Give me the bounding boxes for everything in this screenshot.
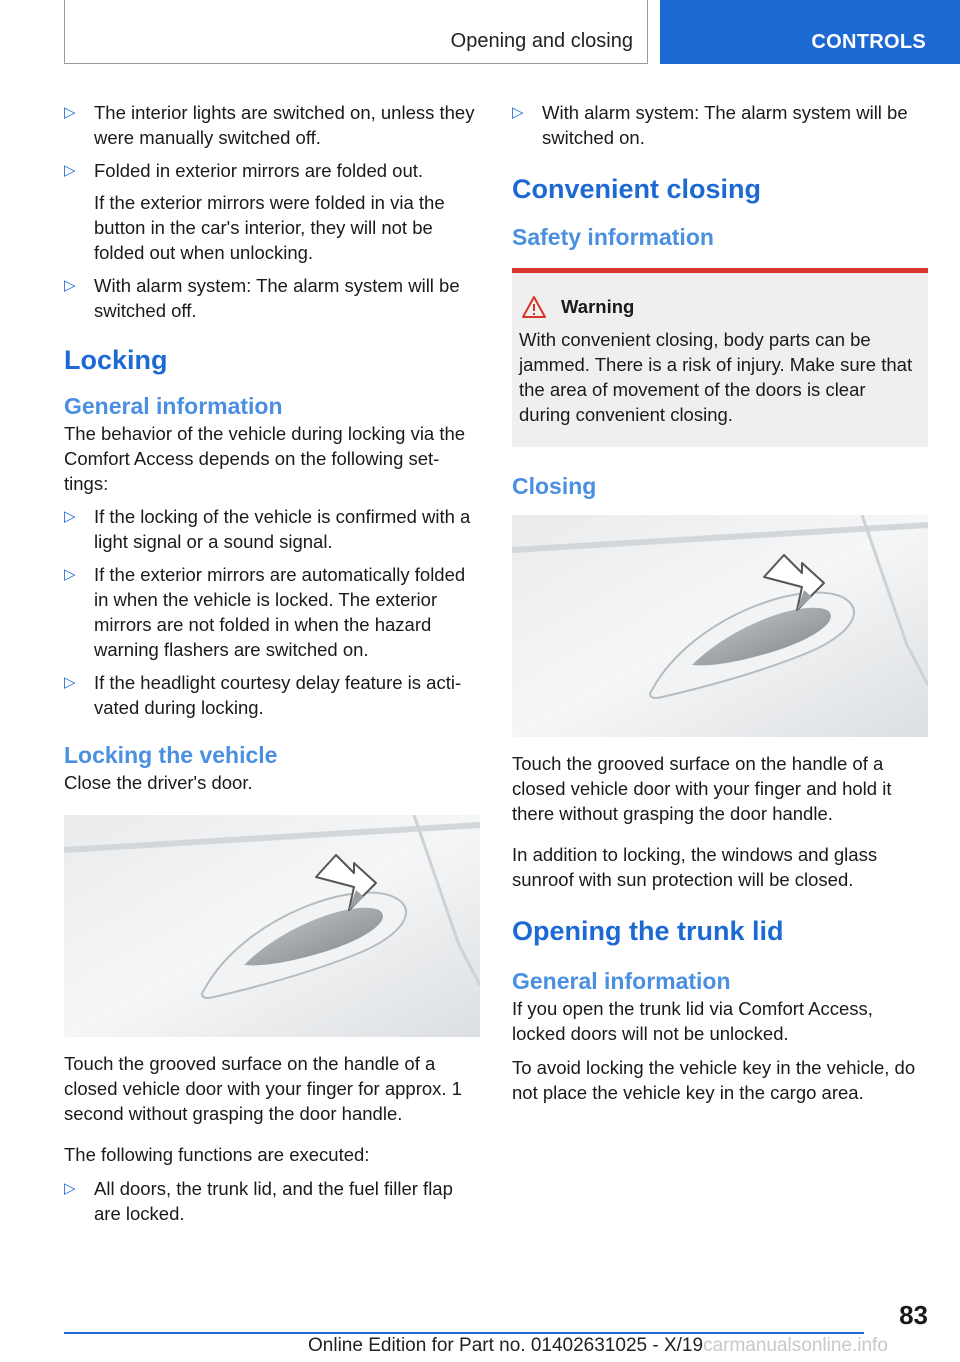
list-item: ▷ If the headlight courtesy delay feature is acti-vated during locking. xyxy=(64,672,462,718)
triangle-right-icon: ▷ xyxy=(64,162,76,179)
door-handle-graphic xyxy=(64,815,480,1037)
list-item: ▷ If the locking of the vehicle is confirmed with a light signal or a sound signal. xyxy=(64,506,471,552)
list-item: ▷ The interior lights are switched on, unless they were manually switched off. xyxy=(64,102,475,148)
door-handle-illustration xyxy=(64,815,480,1037)
general-text: The behavior of the vehicle during locking via the Comfort Access depends on the following set-tings: xyxy=(64,423,466,494)
footer-edition xyxy=(308,1335,888,1357)
list-item: ▷ If the exterior mirrors are automatically folded in when the vehicle is locked. The exterior mirrors are not folded in when the hazard warning flashers are switched on. xyxy=(64,564,466,660)
section-title: Opening and closing xyxy=(450,30,633,52)
page-number: 83 xyxy=(899,1300,928,1330)
list-item: ▷ With alarm system: The alarm system will be switched off. xyxy=(64,275,460,321)
list-item: ▷ With alarm system: The alarm system will be switched on. xyxy=(512,102,908,148)
triangle-right-icon: ▷ xyxy=(64,104,76,121)
header-section-box xyxy=(64,0,648,64)
heading-safety-information: Safety information xyxy=(512,224,714,250)
closing-addition-text: In addition to locking, the windows and glass sunroof with sun protection will be closed. xyxy=(512,844,878,890)
footer-rule xyxy=(64,1332,864,1334)
heading-locking: Locking xyxy=(64,345,168,375)
list-item: ▷ Folded in exterior mirrors are folded out. If the exterior mirrors were folded in via the button in the car's interior, they will not be folded out when unlocking. xyxy=(64,158,480,265)
triangle-right-icon: ▷ xyxy=(64,277,76,294)
heading-closing: Closing xyxy=(512,473,597,499)
functions-text: The following functions are executed: xyxy=(64,1144,370,1165)
header-chapter-tab[interactable] xyxy=(660,0,960,64)
warning-text: With convenient closing, body parts can be jammed. There is a risk of injury. Make sure that the area of movement of the doors is clear during convenient closing. xyxy=(519,329,913,425)
triangle-right-icon: ▷ xyxy=(64,674,76,691)
door-handle-graphic xyxy=(512,515,928,737)
warning-triangle-icon xyxy=(521,295,547,319)
edition-text: Online Edition for Part no. 01402631025 - X/19 xyxy=(308,1335,704,1356)
watermark: carmanualsonline.info xyxy=(703,1335,888,1356)
heading-general-information: General information xyxy=(64,393,283,419)
list-item: ▷ All doors, the trunk lid, and the fuel filler flap are locked. xyxy=(64,1178,453,1224)
chapter-label: CONTROLS xyxy=(811,31,926,53)
list-item-subtext: If the exterior mirrors were folded in via the button in the car's interior, they will not be folded out when unlocking. xyxy=(94,192,445,263)
triangle-right-icon: ▷ xyxy=(64,566,76,583)
right-column xyxy=(512,100,928,1114)
door-handle-illustration xyxy=(512,515,928,737)
heading-convenient-closing: Convenient closing xyxy=(512,174,762,204)
trunk-text-1: If you open the trunk lid via Comfort Access, locked doors will not be unlocked. xyxy=(512,998,873,1044)
left-column xyxy=(64,100,480,1234)
touch-text: Touch the grooved surface on the handle of a closed vehicle door with your finger for approx. 1 second without grasping the door handle. xyxy=(64,1053,462,1124)
close-door-text: Close the driver's door. xyxy=(64,772,253,793)
warning-box xyxy=(512,268,928,447)
triangle-right-icon: ▷ xyxy=(64,508,76,525)
closing-touch-text: Touch the grooved surface on the handle of a closed vehicle door with your finger and hold it there without grasping the door handle. xyxy=(512,753,892,824)
heading-trunk-general-information: General information xyxy=(512,968,731,994)
heading-opening-trunk-lid: Opening the trunk lid xyxy=(512,916,784,946)
heading-locking-the-vehicle: Locking the vehicle xyxy=(64,742,278,768)
triangle-right-icon: ▷ xyxy=(512,104,524,121)
trunk-text-2: To avoid locking the vehicle key in the vehicle, do not place the vehicle key in the cargo area. xyxy=(512,1057,916,1103)
triangle-right-icon: ▷ xyxy=(64,1180,76,1197)
warning-label: Warning xyxy=(561,296,635,317)
